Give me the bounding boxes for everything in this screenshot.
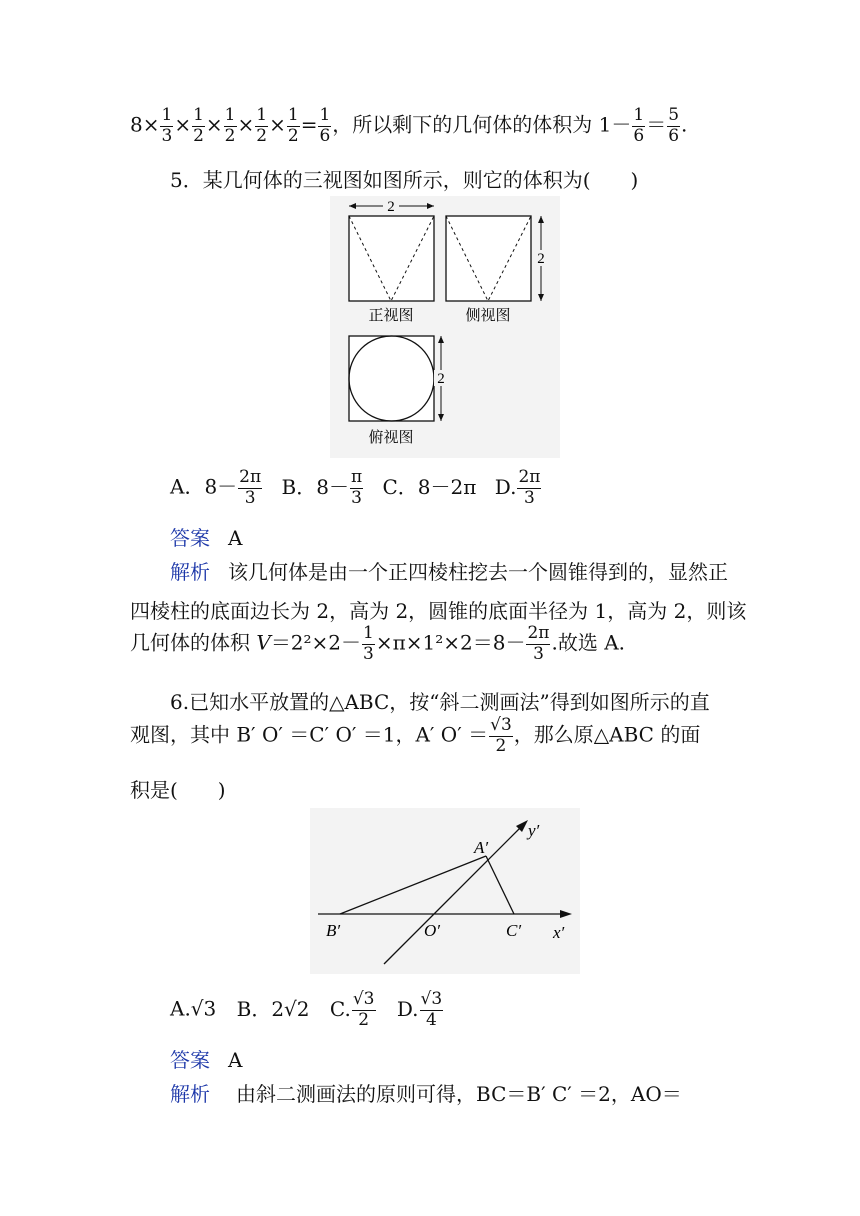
top-view-label: 俯视图 bbox=[368, 430, 414, 446]
q6-stem-line1: 6.已知水平放置的△ABC，按“斜二测画法”得到如图所示的直 bbox=[170, 690, 710, 714]
q6-stem-line3: 积是( ) bbox=[130, 778, 226, 802]
q6-analysis-line1 bbox=[170, 1078, 682, 1107]
q5-analysis-3c: ×π×1²×2＝8－ bbox=[375, 630, 526, 655]
q5-analysis-frac2: $\frac{2\pi}{3}$ bbox=[527, 623, 550, 664]
q6-stem-2a: 观图，其中 B′ O′ ＝C′ O′ ＝1，A′ O′ ＝ bbox=[130, 722, 489, 747]
label-x: x′ bbox=[553, 923, 565, 942]
intro-frac-2: $\frac{1}{2}$ bbox=[193, 105, 204, 146]
q5-option-b-frac: $\frac{\pi}{3}$ bbox=[350, 467, 363, 508]
label-B: B′ bbox=[326, 921, 341, 940]
q5-option-d-frac: $\frac{2\pi}{3}$ bbox=[518, 467, 541, 508]
q5-analysis-frac: $\frac{1}{3}$ bbox=[363, 623, 374, 664]
q6-option-c-frac: $\frac{√3}{2}$ bbox=[352, 989, 375, 1030]
intro-op: × bbox=[237, 112, 255, 137]
intro-frac-b: $\frac{5}{6}$ bbox=[668, 105, 680, 146]
q5-answer: A bbox=[228, 526, 243, 550]
q5-options bbox=[170, 468, 542, 508]
q5-stem: 5．某几何体的三视图如图所示，则它的体积为( ) bbox=[170, 168, 639, 192]
q5-option-d: D. bbox=[494, 474, 517, 499]
side-view-label: 侧视图 bbox=[465, 308, 511, 324]
dim-bottom-label: 2 bbox=[437, 371, 445, 387]
front-view-label: 正视图 bbox=[368, 308, 414, 324]
intro-line bbox=[130, 106, 687, 146]
intro-frac-a: $\frac{1}{6}$ bbox=[633, 105, 645, 146]
q5-option-a-frac: $\frac{2\pi}{3}$ bbox=[239, 467, 262, 508]
q6-option-d: D. bbox=[396, 996, 419, 1021]
q5-analysis-text1: 该几何体是由一个正四棱柱挖去一个圆锥得到的，显然正 bbox=[228, 560, 728, 584]
q6-answer-label: 答案 bbox=[170, 1048, 210, 1072]
q5-analysis-3b: ＝2²×2－ bbox=[270, 630, 362, 655]
q6-analysis-label: 解析 bbox=[170, 1082, 210, 1106]
q5-three-view-figure bbox=[330, 196, 560, 458]
top-view bbox=[349, 336, 434, 421]
intro-frac-5: $\frac{1}{2}$ bbox=[287, 105, 299, 146]
label-A: A′ bbox=[474, 838, 489, 857]
intro-lead: 8× bbox=[130, 112, 160, 137]
label-y: y′ bbox=[528, 821, 540, 840]
q5-analysis-line1 bbox=[170, 556, 728, 585]
q6-stem-line2 bbox=[130, 716, 700, 756]
q5-answer-label: 答案 bbox=[170, 526, 210, 550]
front-view bbox=[349, 216, 434, 301]
q5-analysis-3a: 几何体的体积 bbox=[130, 630, 257, 655]
q6-option-b: B．2√2 bbox=[236, 996, 310, 1021]
q6-option-c: C. bbox=[329, 996, 351, 1021]
label-O: O′ bbox=[424, 921, 440, 940]
intro-frac-3: $\frac{1}{2}$ bbox=[224, 105, 236, 146]
q5-analysis-var-v: V bbox=[256, 630, 271, 655]
q6-option-d-frac: $\frac{√3}{4}$ bbox=[420, 989, 443, 1030]
q6-answer-line bbox=[170, 1044, 242, 1073]
q6-answer: A bbox=[228, 1048, 243, 1072]
intro-op: = bbox=[300, 112, 318, 137]
intro-op: × bbox=[269, 112, 286, 137]
intro-tail: . bbox=[681, 112, 688, 137]
q6-stem-2b: ，那么原△ABC 的面 bbox=[513, 722, 701, 747]
q6-stem-frac: $\frac{√3}{2}$ bbox=[490, 715, 512, 756]
q5-analysis-line3 bbox=[130, 624, 625, 664]
intro-op: × bbox=[174, 112, 192, 137]
dim-top-label: 2 bbox=[387, 199, 395, 215]
q6-analysis-text1: 由斜二测画法的原则可得，BC＝B′ C′ ＝2，AO＝ bbox=[236, 1082, 682, 1106]
intro-eq: ＝ bbox=[646, 112, 667, 137]
q6-oblique-figure bbox=[310, 808, 580, 974]
q5-option-a: A．8－ bbox=[170, 474, 238, 499]
dim-side-label: 2 bbox=[537, 251, 545, 267]
q5-analysis-line2: 四棱柱的底面边长为 2，高为 2，圆锥的底面半径为 1，高为 2，则该 bbox=[130, 599, 747, 623]
q5-answer-line bbox=[170, 522, 242, 551]
q6-option-a: A.√3 bbox=[170, 996, 217, 1021]
intro-middle: ，所以剩下的几何体的体积为 1－ bbox=[332, 112, 632, 137]
intro-frac-1: $\frac{1}{3}$ bbox=[161, 105, 173, 146]
q5-analysis-3d: .故选 A. bbox=[551, 630, 625, 655]
label-C: C′ bbox=[506, 921, 522, 940]
intro-frac-4: $\frac{1}{2}$ bbox=[256, 105, 268, 146]
side-view bbox=[446, 216, 531, 301]
intro-op: × bbox=[205, 112, 223, 137]
q5-option-b: B．8－ bbox=[281, 474, 349, 499]
q6-options bbox=[170, 990, 444, 1030]
intro-frac-6: $\frac{1}{6}$ bbox=[319, 105, 331, 146]
q5-option-c: C．8－2π bbox=[382, 474, 477, 499]
q5-analysis-label: 解析 bbox=[170, 560, 210, 584]
